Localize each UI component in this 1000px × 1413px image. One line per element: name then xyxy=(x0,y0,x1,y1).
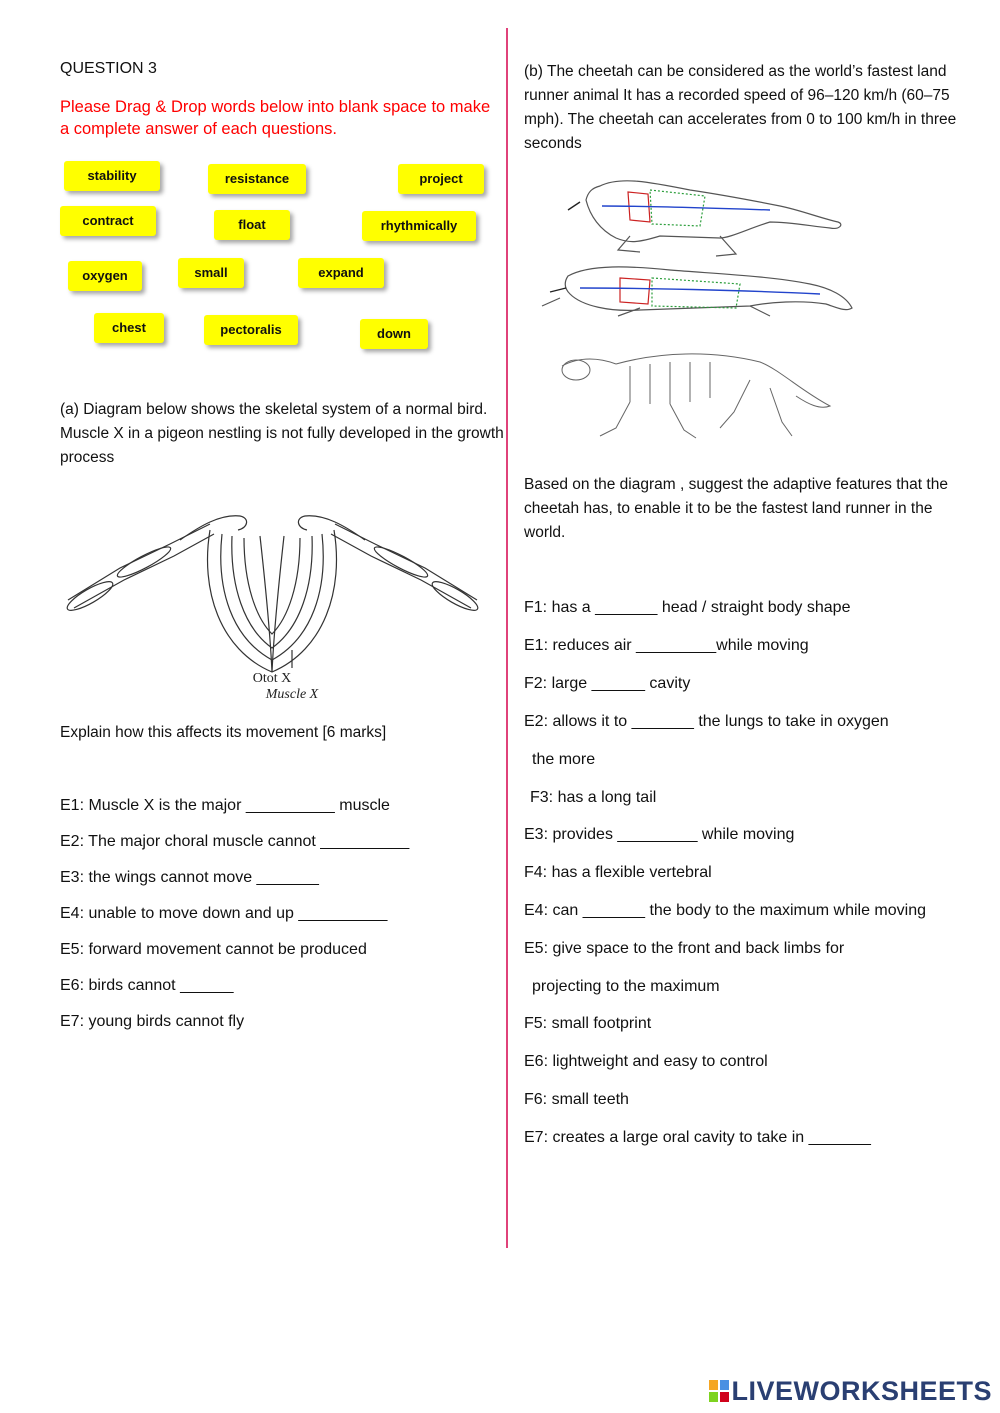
word-chip-rhythmically[interactable]: rhythmically xyxy=(362,211,476,241)
word-chip-small[interactable]: small xyxy=(178,258,244,288)
part-b-answer-f4: F4: has a flexible vertebral xyxy=(524,864,712,881)
part-b-answer-e6: E6: lightweight and easy to control xyxy=(524,1053,768,1070)
figure-label-otot: Otot X xyxy=(252,671,292,686)
part-a-intro: (a) Diagram below shows the skeletal system of a normal bird. Muscle X in a pigeon nestling is not fully developed in the growth process xyxy=(60,401,504,466)
part-a-answer-e7: E7: young birds cannot fly xyxy=(60,1013,245,1030)
part-b-answer-e7[interactable]: E7: creates a large oral cavity to take in _______ xyxy=(524,1129,871,1146)
part-b-answer-f6: F6: small teeth xyxy=(524,1091,629,1108)
part-a-answer-e3[interactable]: E3: the wings cannot move _______ xyxy=(60,869,319,886)
part-b-answer-f3: F3: has a long tail xyxy=(530,789,657,806)
word-chip-expand[interactable]: expand xyxy=(298,258,384,288)
part-a-answer-e4[interactable]: E4: unable to move down and up __________ xyxy=(60,905,388,922)
cheetah-figure xyxy=(520,166,860,456)
brand-name: LIVEWORKSHEETS xyxy=(731,1376,992,1406)
part-b-answer-e5: E5: give space to the front and back limbs for xyxy=(524,940,845,957)
word-chip-contract[interactable]: contract xyxy=(60,206,156,236)
part-a-answer-e6[interactable]: E6: birds cannot ______ xyxy=(60,977,234,994)
word-chip-float[interactable]: float xyxy=(214,210,290,240)
word-chip-project[interactable]: project xyxy=(398,164,484,194)
word-chip-chest[interactable]: chest xyxy=(94,313,164,343)
question-title: QUESTION 3 xyxy=(60,60,157,77)
instruction-text: Please Drag & Drop words below into blank space to make a complete answer of each questions. xyxy=(60,98,491,138)
part-b-answer-f1[interactable]: F1: has a _______ head / straight body shape xyxy=(524,599,851,616)
bird-skeleton-figure xyxy=(60,500,485,710)
liveworksheets-logo[interactable] xyxy=(709,1376,992,1407)
word-chip-down[interactable]: down xyxy=(360,319,428,349)
part-b-prompt: Based on the diagram , suggest the adaptive features that the cheetah has, to enable it to be the fastest land runner in the world. xyxy=(524,476,948,541)
word-chip-stability[interactable]: stability xyxy=(64,161,160,191)
part-b-answer-e3[interactable]: E3: provides _________ while moving xyxy=(524,826,795,843)
part-a-prompt: Explain how this affects its movement [6 marks] xyxy=(60,724,387,741)
part-b-answer-e2-cont: the more xyxy=(532,751,596,768)
part-b-answer-e5-cont: projecting to the maximum xyxy=(532,978,720,995)
part-b-answer-e4[interactable]: E4: can _______ the body to the maximum while moving xyxy=(524,902,927,919)
part-b-intro: (b) The cheetah can be considered as the world’s fastest land runner animal It has a recorded speed of 96–120 km/h (60–75 mph). The cheetah can accelerates from 0 to 100 km/h in three seconds xyxy=(524,63,957,152)
part-a-answer-e1[interactable]: E1: Muscle X is the major __________ muscle xyxy=(60,797,390,814)
word-chip-pectoralis[interactable]: pectoralis xyxy=(204,315,298,345)
part-b-answer-e2[interactable]: E2: allows it to _______ the lungs to take in oxygen xyxy=(524,713,889,730)
part-a-answer-e2[interactable]: E2: The major choral muscle cannot __________ xyxy=(60,833,410,850)
part-b-answer-e1[interactable]: E1: reduces air _________while moving xyxy=(524,637,809,654)
part-a-answer-e5: E5: forward movement cannot be produced xyxy=(60,941,367,958)
part-b-answer-f5: F5: small footprint xyxy=(524,1015,652,1032)
word-chip-oxygen[interactable]: oxygen xyxy=(68,261,142,291)
word-chip-resistance[interactable]: resistance xyxy=(208,164,306,194)
column-divider xyxy=(506,28,508,1248)
liveworksheets-logo-icon xyxy=(709,1380,729,1402)
figure-label-muscle: Muscle X xyxy=(265,687,319,702)
part-b-answer-f2[interactable]: F2: large ______ cavity xyxy=(524,675,691,692)
